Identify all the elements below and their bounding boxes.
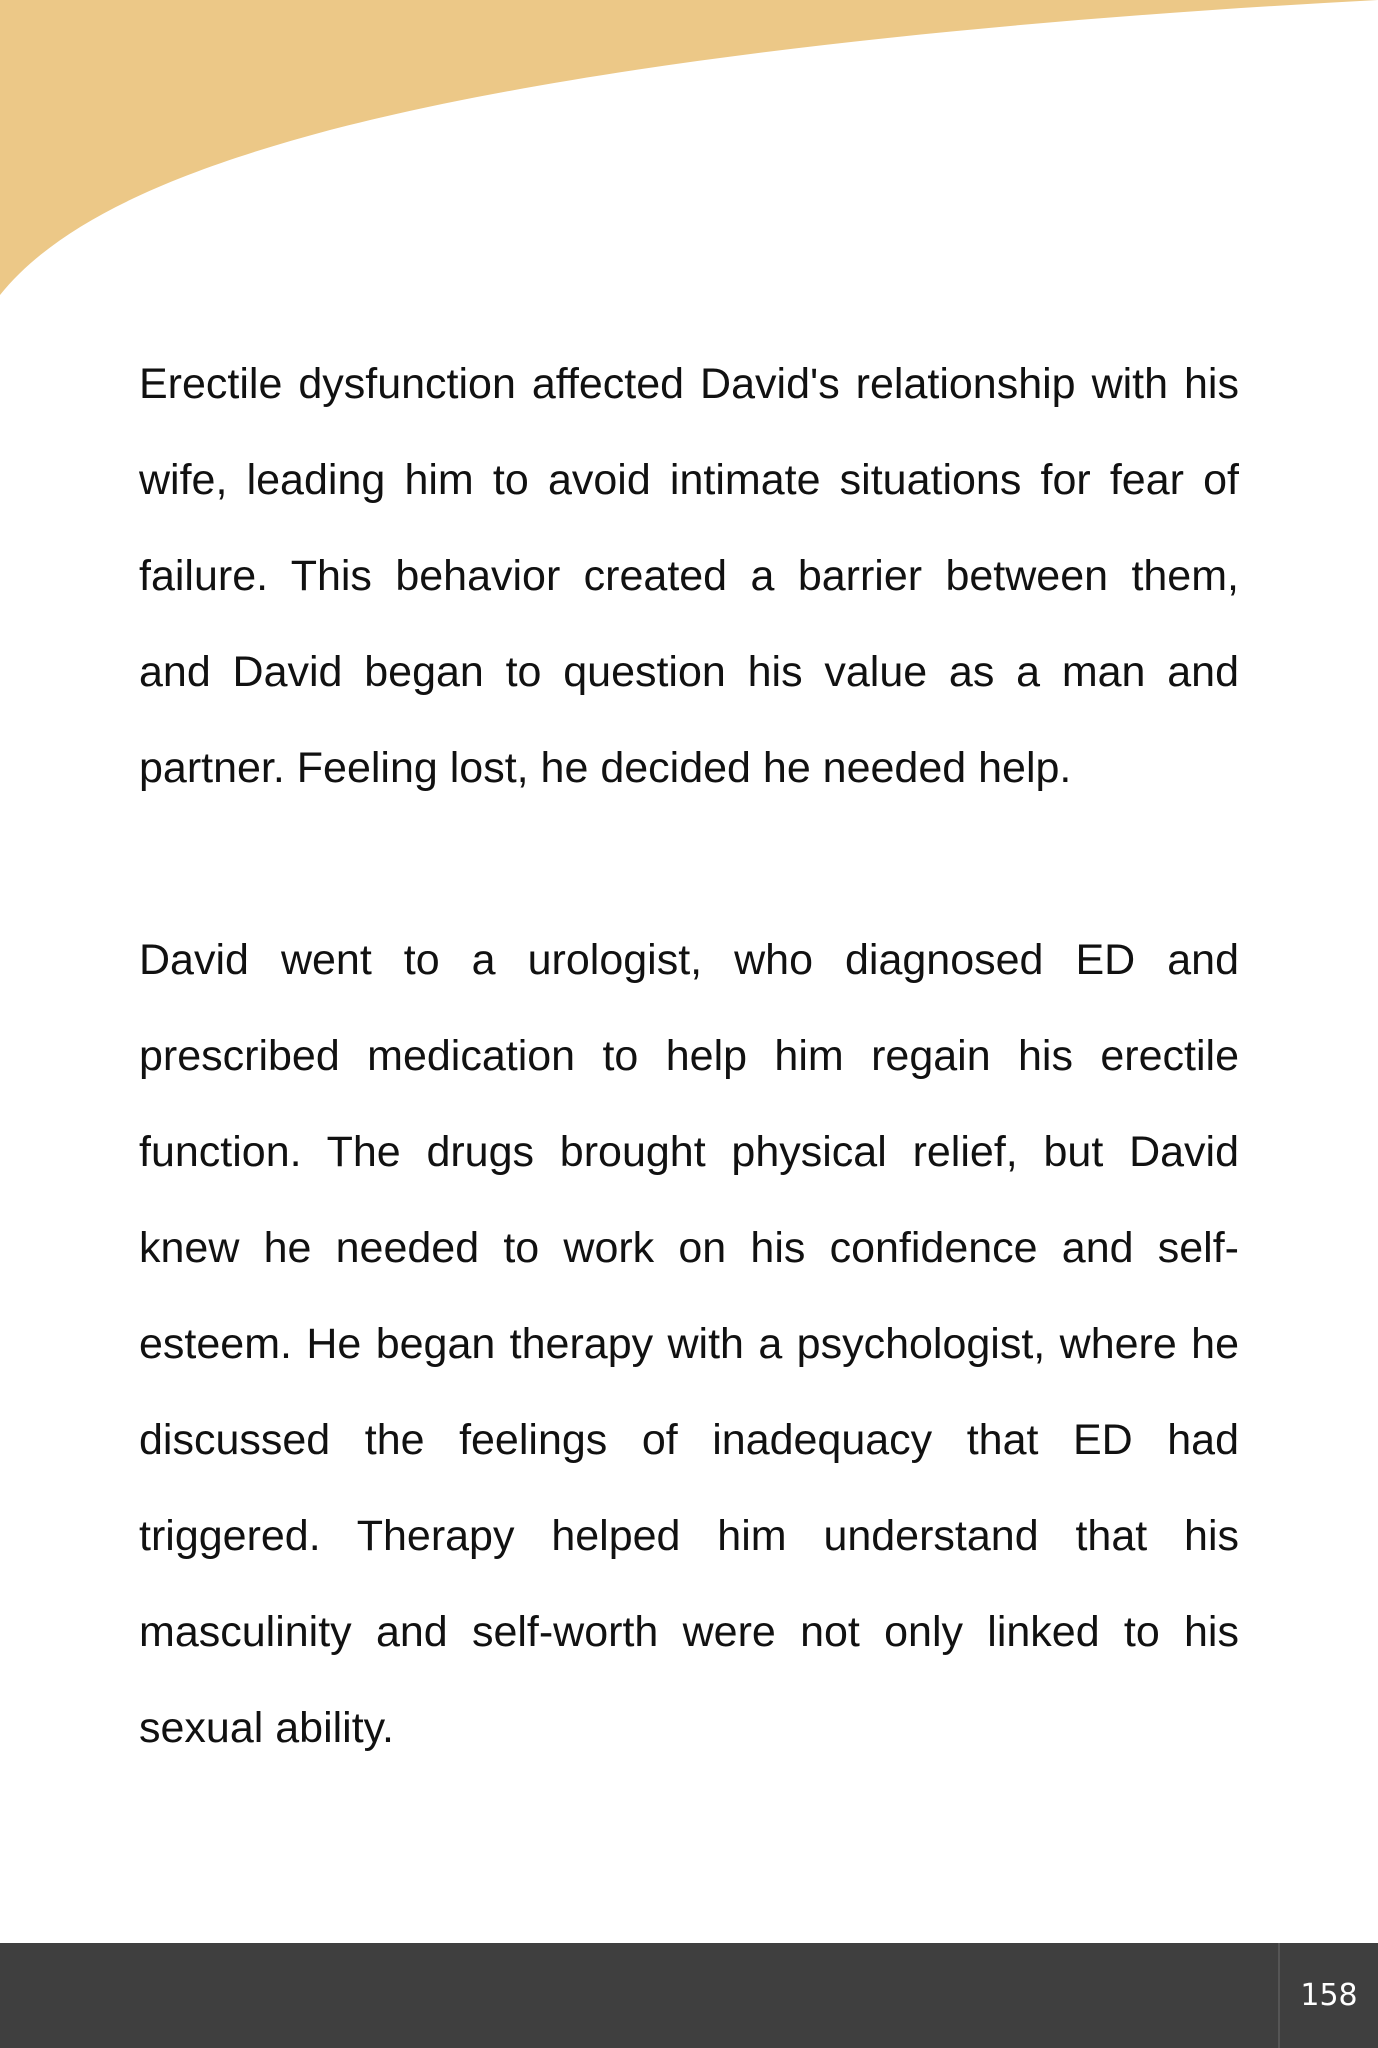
- paragraph-1: Erectile dysfunction affected David's relationship with his wife, leading him to avoid intimate situations for fear of failure. This behavior created a barrier between them, and David began to question his value as a man and partner. Feeling lost, he decided he needed help.: [139, 360, 1239, 792]
- footer-bar: [0, 1943, 1378, 2048]
- decorative-header-wave: [0, 0, 1378, 300]
- header-wave-shape: [0, 0, 1378, 295]
- main-text: [139, 336, 1239, 1776]
- paragraph-2: David went to a urologist, who diagnosed ED and prescribed medication to help him regain his erectile function. The drugs brought physical relief, but David knew he needed to work on his confidence and self-esteem. He began therapy with a psychologist, where he discussed the feelings of inadequacy that ED had triggered. Therapy helped him understand that his masculinity and self-worth were not only linked to his sexual ability.: [139, 936, 1239, 1752]
- page-number: 158: [1278, 1943, 1378, 2048]
